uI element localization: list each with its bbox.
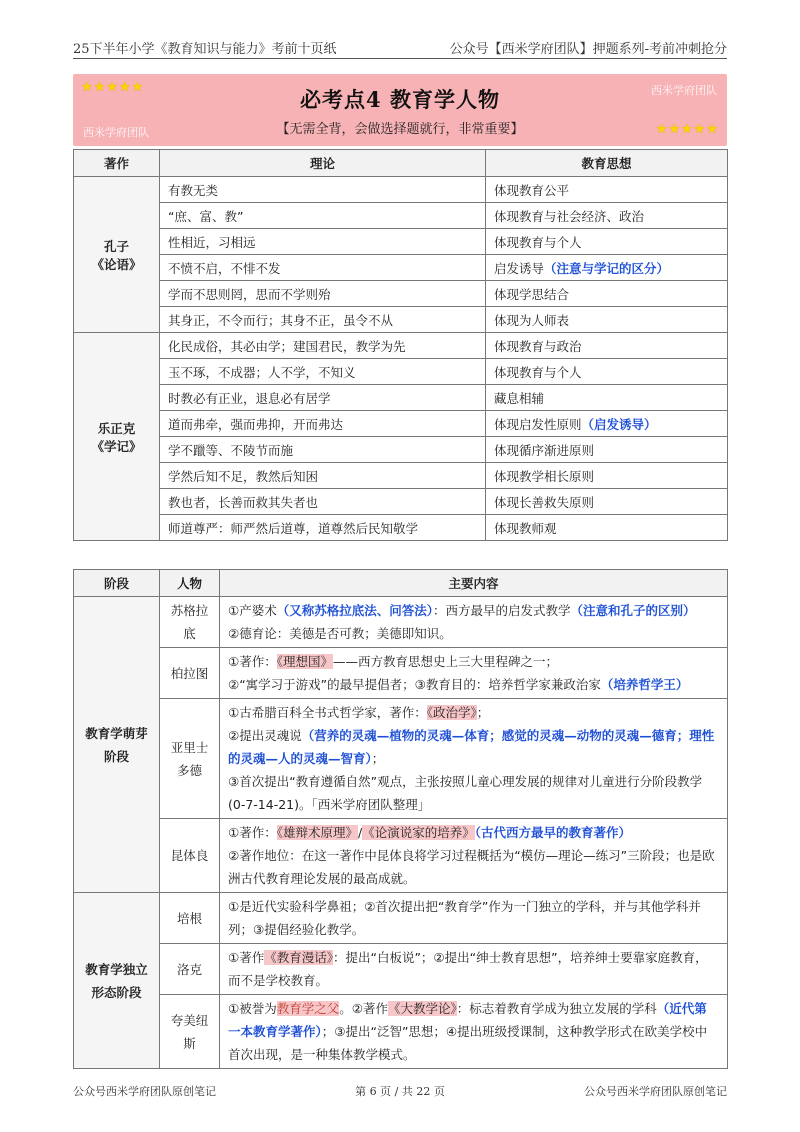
content-line xyxy=(228,650,719,673)
column-header: 教育思想 xyxy=(486,150,728,177)
theory-cell: 学而不思则罔，思而不学则殆 xyxy=(160,281,486,307)
theory-cell: 有教无类 xyxy=(160,177,486,203)
header-left-title: 25下半年小学《教育知识与能力》考前十页纸 xyxy=(73,41,337,57)
theory-cell: 玉不琢，不成器；人不学，不知义 xyxy=(160,359,486,385)
theory-cell: 学不躐等、不陵节而施 xyxy=(160,437,486,463)
theory-cell: “庶、富、教” xyxy=(160,203,486,229)
banner-watermark-bottom: 西米学府团队 xyxy=(83,126,149,139)
stage-cell: 教育学萌芽阶段 xyxy=(74,597,160,893)
idea-cell xyxy=(486,411,728,437)
person-cell: 柏拉图 xyxy=(160,648,220,699)
person-cell: 夸美纽斯 xyxy=(160,995,220,1069)
table-row xyxy=(74,819,728,893)
content-line xyxy=(228,599,719,622)
page-footer xyxy=(73,1083,727,1099)
content-line: ②著作地位：在这一著作中昆体良将学习过程概括为“模仿—理论—练习”三阶段；也是欧洲古代教育理论发展的最高成就。 xyxy=(228,848,715,886)
text-span: ；③提出“泛智”思想；④提出班级授课制，这种教学形式在欧美学校中首次出现，是一种集体教学模式。 xyxy=(228,1024,708,1062)
theory-cell: 时教必有正业，退息必有居学 xyxy=(160,385,486,411)
column-header: 著作 xyxy=(74,150,160,177)
text-span: ：提出“白板说”；②提出“绅士教育思想”，培养绅士要靠家庭教育，而不是学校教育。 xyxy=(228,950,708,988)
figures-table xyxy=(73,569,728,1069)
table-row xyxy=(74,437,728,463)
table-row xyxy=(74,597,728,648)
content-cell xyxy=(220,648,728,699)
text-span: ①产婆术 xyxy=(228,603,277,618)
note-span: （培养哲学王） xyxy=(600,677,689,692)
theory-cell: 其身正，不令而行；其身不正，虽令不从 xyxy=(160,307,486,333)
author-book: 《论语》 xyxy=(91,256,142,272)
content-cell xyxy=(220,944,728,995)
highlight-span: 《政治学》 xyxy=(426,705,477,720)
note-span: （又称苏格拉底法、问答法） xyxy=(276,603,433,618)
note-span: （注意和孔子的区别） xyxy=(570,603,696,618)
table-row xyxy=(74,359,728,385)
text-span: ①被誉为 xyxy=(228,1001,277,1016)
footer-left: 公众号西米学府团队原创笔记 xyxy=(73,1085,216,1098)
person-cell: 洛克 xyxy=(160,944,220,995)
theory-cell: 道而弗牵，强而弗抑，开而弗达 xyxy=(160,411,486,437)
highlight-span: 《论演说家的培养》 xyxy=(362,825,475,840)
idea-cell: 体现长善救失原则 xyxy=(486,489,728,515)
star-icon: ★★★★★ xyxy=(81,80,145,95)
content-cell xyxy=(220,597,728,648)
header-right-title: 公众号【西米学府团队】押题系列-考前冲刺抢分 xyxy=(449,41,727,57)
column-header: 阶段 xyxy=(74,570,160,597)
text-span: ：西方最早的启发式教学 xyxy=(432,603,571,618)
highlight-span: 教育学之父 xyxy=(276,1001,340,1016)
table-row xyxy=(74,307,728,333)
table-row xyxy=(74,463,728,489)
content-line xyxy=(228,724,719,770)
note-span: （近代第一本教育学著作） xyxy=(228,1001,707,1039)
idea-cell: 藏息相辅 xyxy=(486,385,728,411)
table-row xyxy=(74,411,728,437)
theory-cell: 学然后知不足，教然后知困 xyxy=(160,463,486,489)
text-span: / xyxy=(357,825,363,840)
highlight-span: 《理想国》 xyxy=(276,654,333,669)
author-cell-yuezhengke xyxy=(74,333,160,541)
idea-cell: 体现教学相长原则 xyxy=(486,463,728,489)
page-header xyxy=(73,36,727,59)
theory-cell: 师道尊严：师严然后道尊，道尊然后民知敬学 xyxy=(160,515,486,541)
text-span: 。②著作 xyxy=(339,1001,388,1016)
note-span: （古代西方最早的教育著作） xyxy=(474,825,631,840)
author-book: 《学记》 xyxy=(91,438,142,454)
content-line xyxy=(228,673,719,696)
content-line xyxy=(228,701,719,724)
column-header: 主要内容 xyxy=(220,570,728,597)
idea-cell: 体现教育与社会经济、政治 xyxy=(486,203,728,229)
stage-cell: 教育学独立形态阶段 xyxy=(74,893,160,1069)
theory-cell: 性相近，习相远 xyxy=(160,229,486,255)
idea-cell: 体现学思结合 xyxy=(486,281,728,307)
idea-cell: 体现教育公平 xyxy=(486,177,728,203)
highlight-span: 《教育漫话》 xyxy=(264,950,333,965)
idea-cell: 体现教育与个人 xyxy=(486,359,728,385)
text-span: ①著作 xyxy=(228,950,265,965)
text-span: ①古希腊百科全书式哲学家，著作： xyxy=(228,705,427,720)
column-header: 人物 xyxy=(160,570,220,597)
table-row xyxy=(74,648,728,699)
highlight-span: 《大教学论》 xyxy=(387,1001,457,1016)
text-span: ； xyxy=(371,751,385,766)
text-span: ②“寓学习于游戏”的最早提倡者；③教育目的：培养哲学家兼政治家 xyxy=(228,677,601,692)
table-row xyxy=(74,333,728,359)
table-row xyxy=(74,893,728,944)
column-header: 理论 xyxy=(160,150,486,177)
footer-right: 公众号西米学府团队原创笔记 xyxy=(584,1085,727,1098)
content-line: ②德育论：美德是否可教；美德即知识。 xyxy=(228,626,452,641)
text-span: ； xyxy=(476,705,490,720)
section-subtitle: 【无需全背，会做选择题就行，非常重要】 xyxy=(276,122,524,137)
text-span: ①著作： xyxy=(228,825,277,840)
table-row xyxy=(74,281,728,307)
text-span: ：标志着教育学成为独立发展的学科 xyxy=(456,1001,657,1016)
text-span: ——西方教育思想史上三大里程碑之一； xyxy=(332,654,558,669)
theory-cell: 不愤不启，不悱不发 xyxy=(160,255,486,281)
note-span: （营养的灵魂—植物的灵魂—体育；感觉的灵魂—动物的灵魂—德育；理性的灵魂—人的灵魂—智育） xyxy=(228,728,715,766)
table-row xyxy=(74,995,728,1069)
person-cell: 亚里士多德 xyxy=(160,699,220,819)
table-header-row xyxy=(74,570,728,597)
content-cell xyxy=(220,819,728,893)
idea-note: （启发诱导） xyxy=(581,416,657,432)
table-row xyxy=(74,489,728,515)
table-row xyxy=(74,699,728,819)
star-icon: ★★★★★ xyxy=(655,122,719,137)
idea-cell xyxy=(486,255,728,281)
content-cell xyxy=(220,995,728,1069)
section-banner xyxy=(73,74,727,146)
idea-cell: 体现为人师表 xyxy=(486,307,728,333)
idea-text: 启发诱导 xyxy=(494,260,545,276)
theory-cell: 化民成俗，其必由学；建国君民，教学为先 xyxy=(160,333,486,359)
highlight-span: 《雄辩术原理》 xyxy=(276,825,358,840)
person-cell: 苏格拉底 xyxy=(160,597,220,648)
works-table xyxy=(73,149,728,541)
text-span: ②提出灵魂说 xyxy=(228,728,302,743)
person-cell: 昆体良 xyxy=(160,819,220,893)
content-line xyxy=(228,821,719,844)
table-row xyxy=(74,255,728,281)
table-row xyxy=(74,229,728,255)
banner-watermark-top: 西米学府团队 xyxy=(651,84,717,97)
theory-cell: 教也者，长善而救其失者也 xyxy=(160,489,486,515)
content-cell xyxy=(220,699,728,819)
idea-cell: 体现教育与政治 xyxy=(486,333,728,359)
idea-note: （注意与学记的区分） xyxy=(544,260,670,276)
page-number: 第 6 页 / 共 22 页 xyxy=(355,1085,445,1098)
content-line: ③首次提出“教育遵循自然”观点，主张按照儿童心理发展的规律对儿童进行分阶段教学(0-7-14-21)。「西米学府团队整理」 xyxy=(228,774,703,812)
table-header-row xyxy=(74,150,728,177)
text-span: ①著作： xyxy=(228,654,277,669)
table-row xyxy=(74,203,728,229)
idea-text: 体现启发性原则 xyxy=(494,416,582,432)
author-cell-kongzi xyxy=(74,177,160,333)
table-row xyxy=(74,177,728,203)
idea-cell: 体现循序渐进原则 xyxy=(486,437,728,463)
idea-cell: 体现教育与个人 xyxy=(486,229,728,255)
author-name: 乐正克 xyxy=(97,420,136,436)
section-title: 必考点4 教育学人物 xyxy=(300,87,500,112)
table-row xyxy=(74,515,728,541)
idea-cell: 体现教师观 xyxy=(486,515,728,541)
author-name: 孔子 xyxy=(103,238,129,254)
content-cell: ①是近代实验科学鼻祖；②首次提出把“教育学”作为一门独立的学科，并与其他学科并列；③提倡经验化教学。 xyxy=(220,893,728,944)
table-row xyxy=(74,385,728,411)
person-cell: 培根 xyxy=(160,893,220,944)
table-row xyxy=(74,944,728,995)
